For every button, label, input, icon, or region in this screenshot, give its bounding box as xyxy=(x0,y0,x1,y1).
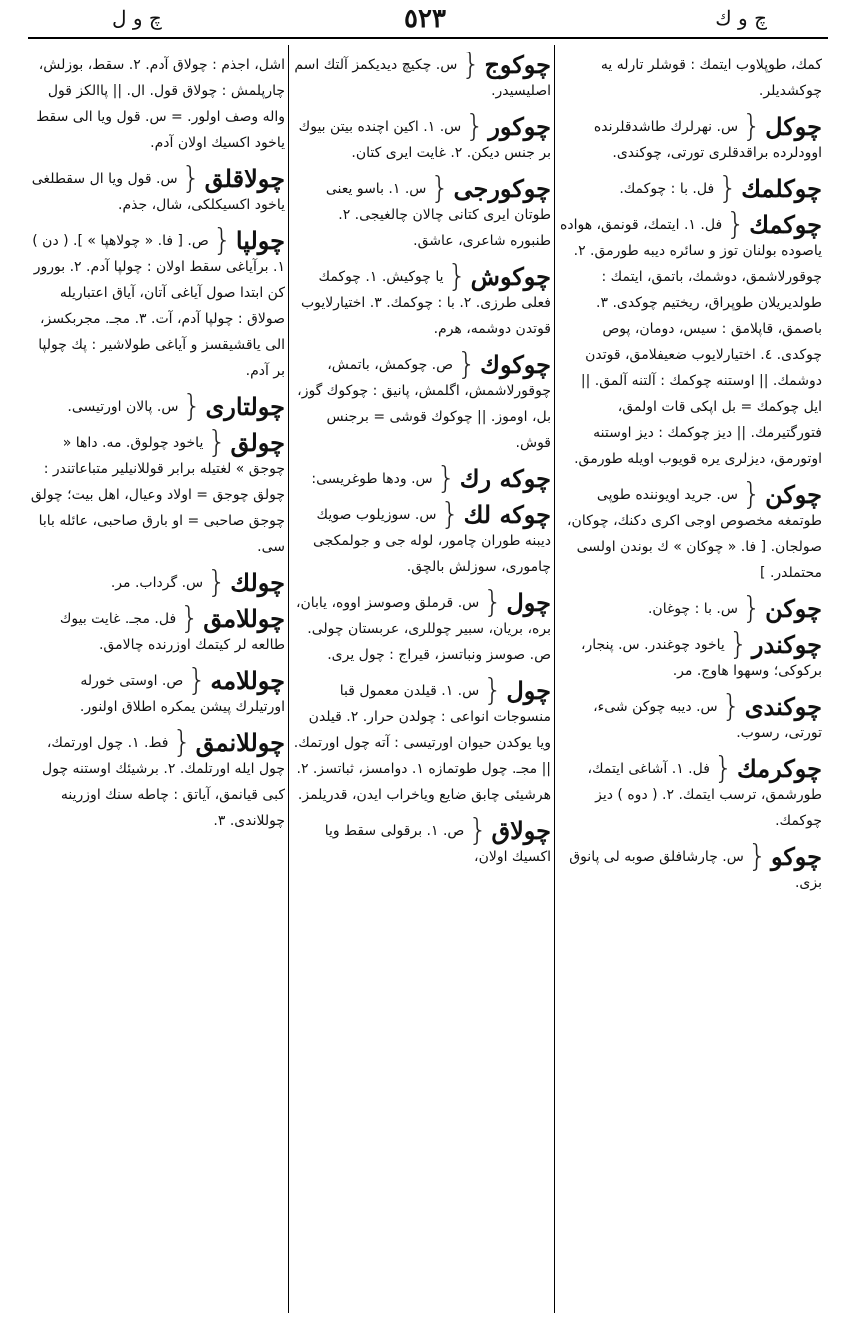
dictionary-entry xyxy=(30,565,285,600)
dictionary-entry xyxy=(30,601,285,658)
entry-headword: چوكورجى xyxy=(453,174,551,203)
entry-headword: چوكن xyxy=(765,594,822,623)
entry-brace: { xyxy=(741,591,762,626)
dictionary-entry xyxy=(560,591,822,626)
entry-headword: چول xyxy=(506,676,551,705)
entry-definition: س. ١. قيلدن معمول قبا منسوجات انواعى : چولدن حرار. ٢. قيلدن ويا يوكدن حيوان اورتيسى : آته چول اورتمك. || مجـ. چول طوتمازه ١. دوامسز، ثباتسز. ٢. هرشيئى چابق ضايع وياخراب ايدن، قدريلمز. xyxy=(293,683,551,803)
entry-headword: چوكوك xyxy=(480,350,551,379)
entry-brace: { xyxy=(457,347,477,382)
entry-definition: ياخود چوغندر. س. پنجار، بركوكى؛ وسهوا هاوج. مر. xyxy=(580,637,822,679)
entry-brace: { xyxy=(461,52,481,82)
entry-headword: چوللانمق xyxy=(195,728,285,757)
entry-brace: { xyxy=(747,839,767,874)
entry-headword: چوكندر xyxy=(751,630,822,659)
entry-brace: { xyxy=(483,585,503,620)
dictionary-entry xyxy=(30,725,285,834)
entry-brace: { xyxy=(713,751,734,786)
entry-headword: چوكو xyxy=(770,842,822,871)
dictionary-entry xyxy=(293,585,551,668)
header-right-letters: چ و ك xyxy=(715,6,767,30)
column-right xyxy=(560,52,822,1302)
entry-definition: ص. اوستى خورله اورتيلرك پيشن يمكره اطلاق اولنور. xyxy=(79,673,285,715)
entry-brace: { xyxy=(741,477,762,512)
entry-headword: چولاقلق xyxy=(204,164,285,193)
entry-brace: { xyxy=(742,109,762,144)
dictionary-entry xyxy=(293,52,551,104)
dictionary-entry xyxy=(293,673,551,808)
column-left xyxy=(30,52,285,1302)
entry-brace: { xyxy=(187,663,207,698)
entry-definition: فل. با : چوكمك. xyxy=(619,181,715,197)
entry-brace: { xyxy=(181,161,201,196)
entry-definition: فل. ١. ايتمك، قونمق، هواده ياصوده بولنان توز و سائره دیبه طورمق. ٢. چوقورلاشمق، دوشمك، باتمق، ايتمك : طولدیريلان طوپراق، ريختيم چوكدى. ٣. باصمق، قاپلامق : سيس، دومان، پوص چوكدى. ٤. اختيارلایوب ضعيفلامق، قوتدن دوشمك. || اوستنه چوكمك : آلتنه آلمق. || ايل چوكمك = بل اپكى قات اولمق، فتورگتيرمك. || دیز چوكمك : دیز اوستنه اوتورمق، دیزلرى يره قويوب اويله طورمق. xyxy=(560,217,822,467)
entry-definition: س. با : چوغان. xyxy=(647,601,738,617)
page-number: ٥٢٣ xyxy=(404,4,446,34)
entry-brace: { xyxy=(726,207,746,242)
entry-brace: { xyxy=(718,171,738,206)
dictionary-entry xyxy=(30,425,285,560)
entry-headword: چولپا xyxy=(235,226,285,255)
entry-headword: چولاق xyxy=(491,816,551,845)
entry-headword: چوكندى xyxy=(744,692,822,721)
dictionary-entry xyxy=(560,477,822,586)
entry-headword: چوكه لك xyxy=(463,500,551,529)
entry-brace: { xyxy=(212,223,232,258)
entry-brace: { xyxy=(172,725,192,760)
entry-headword: چوللامق xyxy=(203,604,285,633)
entry-definition: س. جريد اويوننده طوپى طوتمغه مخصوص اوجى اكرى دكنك، چوكان، صولجان. [ فا. « چوكان » ك بوندن اولسى محتملدر. ] xyxy=(567,487,822,581)
entry-definition: فل. مجـ. غايت بيوك طالعه لر كيتمك اوزرنده چالامق. xyxy=(59,611,285,653)
entry-brace: { xyxy=(182,389,202,424)
dictionary-entry xyxy=(30,161,285,218)
entry-brace: { xyxy=(465,109,485,144)
entry-definition: س. گرداب. مر. xyxy=(110,575,204,591)
dictionary-entry xyxy=(30,389,285,424)
entry-headword: چوكن xyxy=(765,480,822,509)
dictionary-entry xyxy=(560,171,822,206)
entry-definition: س. چكيچ ديديكمز آلتك اسم اصلیسیدر. xyxy=(294,57,551,99)
entry-definition: س. ١. باسو يعنى طوتان ايرى كتانى چالان چالغيجى. ٢. طنبوره شاعرى، عاشق. xyxy=(325,181,551,249)
entry-headword: چولتارى xyxy=(205,392,285,421)
entry-definition: س. ديبه چوكن شىء، تورتى، رسوب. xyxy=(593,699,822,741)
entry-brace: { xyxy=(430,171,450,206)
header-rule xyxy=(28,37,828,39)
entry-headword: چوكمك xyxy=(749,210,822,239)
column-divider-left xyxy=(288,45,289,1313)
entry-definition: ياخود چولوق. مه. داها « چوجق » لغتيله برابر قوللانيلير متباعاتندر : چولق چوجق = اولاد وعيال، اهل بيت؛ چولق چوجق صاحبى = او بارق صاحبى، عائله بابا سى. xyxy=(30,435,285,555)
entry-definition: كمك، طوپلاوب ايتمك : قوشلر تارله يه چوكشديلر. xyxy=(600,57,822,99)
entry-definition: فط. ١. چول اورتمك، چول ايله اورتلمك. ٢. برشيئك اوستنه چول كبى قيانمق، آياتق : چاطه سنك اوزرينه چوللاندى. ٣. xyxy=(42,735,285,829)
entry-definition: س. نهرلرك طاشدقلرنده اوودلرده براقدقلرى تورتى، چوكندى. xyxy=(593,119,822,161)
dictionary-entry xyxy=(560,109,822,166)
dictionary-entry xyxy=(293,109,551,166)
dictionary-entry xyxy=(293,461,551,496)
dictionary-entry xyxy=(30,52,285,156)
dictionary-entry xyxy=(560,751,822,834)
page-header xyxy=(0,0,849,40)
entry-definition: س. چارشافلق صوبه لى پانوق بزى. xyxy=(569,849,822,891)
entry-definition: يا چوكيش. ١. چوكمك فعلى طرزى. ٢. با : چوكمك. ٣. اختيارلایوب قوتدن دوشمه، هرم. xyxy=(301,269,551,337)
entry-definition: س. پالان اورتيسى. xyxy=(67,399,179,415)
entry-definition: س. قول ويا ال سقطلغى ياخود اكسيكلكى، شال، جذم. xyxy=(31,171,285,213)
dictionary-entry xyxy=(30,663,285,720)
entry-brace: { xyxy=(468,813,488,848)
entry-definition: ص. [ فا. « چولاهپا » ]. ( دن ) ١. برآياغى سقط اولان : چولپا آدم. ٢. بورور كن ابتدا صول آياغى آتان، آياق اعتباريله صولاق : چولپا آدم، آت. ٣. مجـ. مجربكسز، الى ياقشيقسز و آياغى طولاشير : پك چولپا بر آدم. xyxy=(32,233,285,379)
dictionary-entry xyxy=(560,689,822,746)
dictionary-entry xyxy=(293,497,551,580)
dictionary-entry xyxy=(560,207,822,472)
entry-headword: چولق xyxy=(230,428,285,457)
entry-brace: { xyxy=(728,627,748,662)
entry-brace: { xyxy=(436,461,456,496)
column-divider-right xyxy=(554,45,555,1313)
entry-brace: { xyxy=(721,689,741,724)
entry-headword: چوكوش xyxy=(470,262,551,291)
entry-definition: ص. ١. برقولى سقط ويا اكسيك اولان، xyxy=(324,823,551,865)
entry-brace: { xyxy=(447,259,467,294)
dictionary-entry xyxy=(293,171,551,254)
entry-definition: اشل، اجذم : چولاق آدم. ٢. سقط، بوزلش، چارپلمش : چولاق قول. ال. || پاالكز قول واله وصف اولور. = س. قول ويا الى سقط ياخود اكسيك اولان آدم. xyxy=(36,57,285,151)
entry-definition: ص. چوكمش، باتمش، چوقورلاشمش، اگلمش، پانيق : چوكوك گوز، بل، اوموز. || چوكوك قوشى = برجنس قوش. xyxy=(297,357,551,451)
entry-definition: س. سوزيلوب صويك ديبنه طوران چامور، لوله جى و جولمكجى چامورى، سوزلش بالچق. xyxy=(312,507,551,575)
dictionary-entry xyxy=(560,839,822,896)
entry-headword: چوكلمك xyxy=(741,174,822,203)
entry-headword: چوكرمك xyxy=(737,754,822,783)
header-left-letters: چ و ل xyxy=(112,6,162,30)
entry-headword: چوكل xyxy=(765,112,822,141)
entry-headword: چوكوج xyxy=(484,52,551,79)
entry-brace: { xyxy=(483,673,503,708)
entry-brace: { xyxy=(440,497,460,532)
entry-brace: { xyxy=(207,565,227,600)
dictionary-entry xyxy=(293,813,551,870)
entry-definition: س. ١. اكين اچنده بيتن بيوك بر جنس ديكن. ٢. غايت ايرى كتان. xyxy=(298,119,551,161)
entry-brace: { xyxy=(207,425,227,460)
dictionary-entry xyxy=(560,627,822,684)
entry-definition: س. ودها طوغريسى: xyxy=(311,471,433,487)
entry-headword: چوللامه xyxy=(210,666,285,695)
entry-definition: فل. ١. آشاغى ايتمك، طورشمق، ترسب ايتمك. ٢. ( دوه ) ديز چوكمك. xyxy=(587,761,822,829)
dictionary-entry xyxy=(293,347,551,456)
entry-headword: چولك xyxy=(230,568,285,597)
entry-brace: { xyxy=(180,601,200,636)
entry-definition: س. قرملق وصوسز اووه، يابان، بره، بريان، سبير چوللرى، عربستان چولى. ص. صوسز ونباتسز، قيراج : چول يرى. xyxy=(295,595,551,663)
dictionary-entry xyxy=(293,259,551,342)
entry-headword: چول xyxy=(506,588,551,617)
entry-headword: چوكه رك xyxy=(459,464,551,493)
dictionary-entry xyxy=(560,52,822,104)
column-middle xyxy=(293,52,551,1302)
entry-headword: چوكور xyxy=(488,112,551,141)
dictionary-entry xyxy=(30,223,285,384)
